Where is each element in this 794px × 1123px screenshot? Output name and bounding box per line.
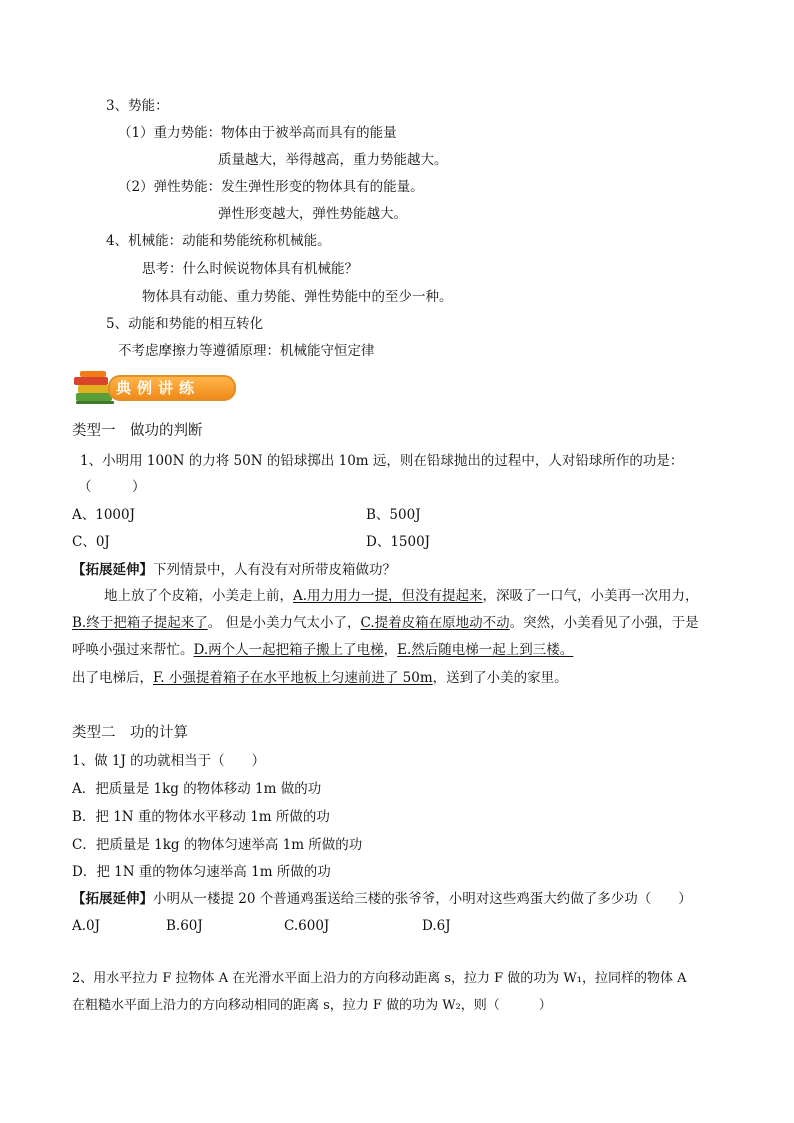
- type1-option-d: D、1500J: [366, 534, 431, 550]
- type2-heading: 类型二 功的计算: [72, 725, 188, 741]
- type1-question1: 1、小明用 100N 的力将 50N 的铅球掷出 10m 远，则在铅球抛出的过程中，人对铅球所作的功是：: [80, 453, 684, 469]
- conservation-principle: 不考虑摩擦力等遵循原理：机械能守恒定律: [118, 343, 375, 359]
- type2-option-a: A．把质量是 1kg 的物体移动 1m 做的功: [72, 781, 322, 797]
- type1-option-a: A、1000J: [72, 507, 136, 523]
- type1-option-c: C、0J: [72, 534, 110, 550]
- type2-option-c: C．把质量是 1kg 的物体匀速举高 1m 所做的功: [72, 837, 363, 853]
- scenario-f: F. 小强提着箱子在水平地板上匀速前进了 50m: [153, 670, 433, 686]
- extension-question: 小明从一楼提 20 个普通鸡蛋送给三楼的张爷爷，小明对这些鸡蛋大约做了多少功（ ）: [153, 891, 692, 907]
- type2-option-d: D．把 1N 重的物体匀速举高 1m 所做的功: [72, 864, 331, 880]
- type2-question1: 1、做 1J 的功就相当于（ ）: [72, 753, 266, 769]
- potential-energy-heading: 3、势能：: [106, 98, 169, 114]
- story-line-2: B.终于把箱子提起来了。 但是小美力气太小了，C.提着皮箱在原地动不动。突然，小美看见了小强，于是: [72, 615, 699, 631]
- think-answer: 物体具有动能、重力势能、弹性势能中的至少一种。: [142, 289, 453, 305]
- story-line-3: 呼唤小强过来帮忙。D.两个人一起把箱子搬上了电梯，E.然后随电梯一起上到三楼。: [72, 642, 574, 658]
- scenario-d: D.两个人一起把箱子搬上了电梯: [193, 642, 384, 658]
- gravity-potential-note: 质量越大，举得越高，重力势能越大。: [218, 152, 448, 168]
- story-line-4: 出了电梯后，F. 小强提着箱子在水平地板上匀速前进了 50m，送到了小美的家里。: [72, 670, 568, 686]
- story-line-1: 地上放了个皮箱，小美走上前，A.用力用力一提，但没有提起来，深吸了一口气，小美再一次用力，: [104, 588, 699, 604]
- mechanical-energy-line: 4、机械能：动能和势能统称机械能。: [106, 233, 331, 249]
- scenario-a: A.用力用力一提，但没有提起来: [293, 588, 483, 604]
- type2-option-b: B．把 1N 重的物体水平移动 1m 所做的功: [72, 809, 330, 825]
- elastic-potential-note: 弹性形变越大，弹性势能越大。: [218, 206, 407, 222]
- type1-extension: [72, 561, 396, 579]
- type2-question2-line2: 在粗糙水平面上沿力的方向移动相同的距离 s，拉力 F 做的功为 W₂，则（ ）: [72, 998, 552, 1013]
- type1-option-b: B、500J: [366, 507, 421, 523]
- scenario-b: B.终于把箱子提起来了: [72, 615, 208, 631]
- type2-ext-option-b: B.60J: [166, 918, 203, 934]
- extension-label: 【拓展延伸】: [72, 562, 153, 578]
- energy-conversion-heading: 5、动能和势能的相互转化: [106, 316, 264, 332]
- scenario-c: C.提着皮箱在原地动不动: [360, 615, 510, 631]
- type1-heading: 类型一 做功的判断: [72, 423, 203, 439]
- type1-question1-blank: （ ）: [78, 479, 146, 495]
- type2-extension: [72, 890, 692, 908]
- think-question: 思考：什么时候说物体具有机械能？: [142, 261, 358, 277]
- extension-label: 【拓展延伸】: [72, 891, 153, 907]
- type2-ext-option-a: A.0J: [72, 918, 101, 934]
- elastic-potential-line: （2）弹性势能：发生弹性形变的物体具有的能量。: [118, 179, 424, 195]
- type2-ext-option-d: D.6J: [422, 918, 451, 934]
- scenario-e: E.然后随电梯一起上到三楼。: [397, 642, 574, 658]
- type2-ext-option-c: C.600J: [284, 918, 330, 934]
- extension-question: 下列情景中，人有没有对所带皮箱做功？: [153, 562, 396, 578]
- badge-title: 典例讲练: [116, 379, 201, 397]
- gravity-potential-line: （1）重力势能：物体由于被举高而具有的能量: [118, 125, 397, 141]
- type2-question2-line1: 2、用水平拉力 F 拉物体 A 在光滑水平面上沿力的方向移动距离 s，拉力 F 做的功为 W₁，拉同样的物体 A: [72, 971, 687, 986]
- section-badge: [72, 368, 236, 408]
